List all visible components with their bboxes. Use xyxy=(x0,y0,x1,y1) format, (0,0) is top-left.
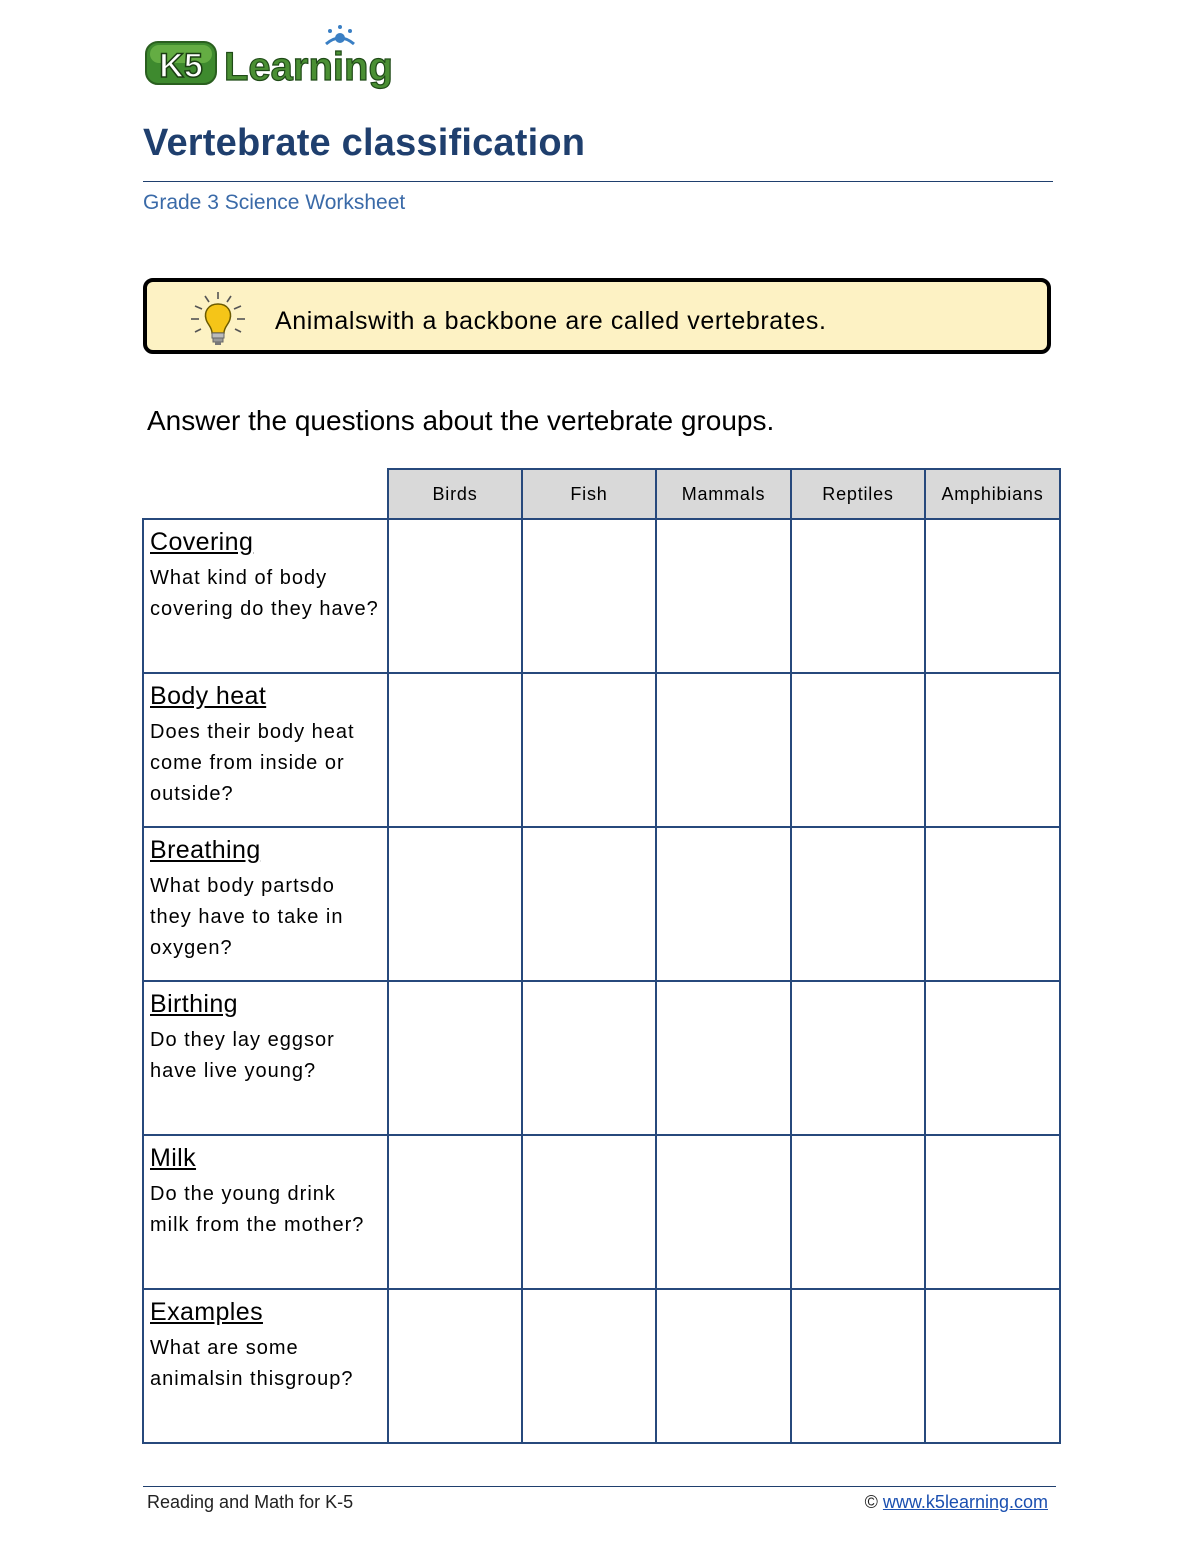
footer-copyright xyxy=(865,1492,1048,1513)
table-row xyxy=(143,519,1060,673)
row-question: Does their body heat come from inside or outside? xyxy=(150,721,355,805)
table-corner xyxy=(143,469,388,519)
answer-cell[interactable] xyxy=(522,1289,656,1443)
answer-cell[interactable] xyxy=(791,827,925,981)
row-heading: Breathing xyxy=(150,836,261,864)
answer-cell[interactable] xyxy=(656,827,791,981)
answer-cell[interactable] xyxy=(791,1289,925,1443)
tip-text: Animalswith a backbone are called vertebrates. xyxy=(275,307,827,335)
answer-cell[interactable] xyxy=(925,1135,1060,1289)
answer-cell[interactable] xyxy=(388,827,522,981)
answer-cell[interactable] xyxy=(656,981,791,1135)
row-question: Do the young drink milk from the mother? xyxy=(150,1183,365,1236)
row-label-breathing xyxy=(143,827,388,981)
instructions: Answer the questions about the vertebrate groups. xyxy=(147,405,775,436)
k5-learning-logo xyxy=(140,22,410,92)
table-row xyxy=(143,827,1060,981)
svg-text:Learning: Learning xyxy=(224,45,393,89)
answer-cell[interactable] xyxy=(925,1289,1060,1443)
footer-divider xyxy=(143,1486,1056,1487)
page-subtitle: Grade 3 Science Worksheet xyxy=(143,191,406,214)
row-label-milk xyxy=(143,1135,388,1289)
answer-cell[interactable] xyxy=(925,673,1060,827)
answer-cell[interactable] xyxy=(656,673,791,827)
column-header-reptiles: Reptiles xyxy=(791,469,925,519)
answer-cell[interactable] xyxy=(656,519,791,673)
table-row xyxy=(143,981,1060,1135)
answer-cell[interactable] xyxy=(388,519,522,673)
answer-cell[interactable] xyxy=(925,981,1060,1135)
row-heading: Birthing xyxy=(150,990,238,1018)
answer-cell[interactable] xyxy=(388,673,522,827)
page-title: Vertebrate classification xyxy=(143,122,586,164)
column-header-fish: Fish xyxy=(522,469,656,519)
row-heading: Examples xyxy=(150,1298,263,1326)
answer-cell[interactable] xyxy=(388,981,522,1135)
row-question: Do they lay eggsor have live young? xyxy=(150,1029,335,1082)
tip-box xyxy=(143,278,1051,354)
classification-table xyxy=(142,468,1061,1444)
answer-cell[interactable] xyxy=(791,981,925,1135)
answer-cell[interactable] xyxy=(925,827,1060,981)
title-divider xyxy=(143,181,1053,182)
row-label-body-heat xyxy=(143,673,388,827)
lightbulb-icon xyxy=(187,290,249,352)
row-heading: Covering xyxy=(150,528,254,556)
answer-cell[interactable] xyxy=(656,1289,791,1443)
copyright-symbol: © xyxy=(864,1492,878,1512)
answer-cell[interactable] xyxy=(791,673,925,827)
table-header-row xyxy=(143,469,1060,519)
row-question: What kind of body covering do they have? xyxy=(150,567,379,620)
answer-cell[interactable] xyxy=(656,1135,791,1289)
row-label-birthing xyxy=(143,981,388,1135)
footer-tagline: Reading and Math for K-5 xyxy=(147,1492,354,1512)
row-question: What body partsdo they have to take in oxygen? xyxy=(150,875,344,959)
answer-cell[interactable] xyxy=(388,1135,522,1289)
answer-cell[interactable] xyxy=(388,1289,522,1443)
column-header-mammals: Mammals xyxy=(656,469,791,519)
answer-cell[interactable] xyxy=(925,519,1060,673)
answer-cell[interactable] xyxy=(522,673,656,827)
row-label-examples xyxy=(143,1289,388,1443)
logo-graphic xyxy=(140,22,410,92)
column-header-amphibians: Amphibians xyxy=(925,469,1060,519)
table-row xyxy=(143,1135,1060,1289)
answer-cell[interactable] xyxy=(791,519,925,673)
answer-cell[interactable] xyxy=(522,827,656,981)
svg-text:K5: K5 xyxy=(159,47,203,85)
answer-cell[interactable] xyxy=(522,519,656,673)
footer-website-link[interactable]: www.k5learning.com xyxy=(882,1492,1048,1512)
table-row xyxy=(143,673,1060,827)
row-question: What are some animalsin thisgroup? xyxy=(150,1337,354,1390)
row-heading: Body heat xyxy=(150,682,267,710)
column-header-birds: Birds xyxy=(388,469,522,519)
answer-cell[interactable] xyxy=(791,1135,925,1289)
table-row xyxy=(143,1289,1060,1443)
answer-cell[interactable] xyxy=(522,981,656,1135)
answer-cell[interactable] xyxy=(522,1135,656,1289)
row-label-covering xyxy=(143,519,388,673)
row-heading: Milk xyxy=(150,1144,197,1172)
